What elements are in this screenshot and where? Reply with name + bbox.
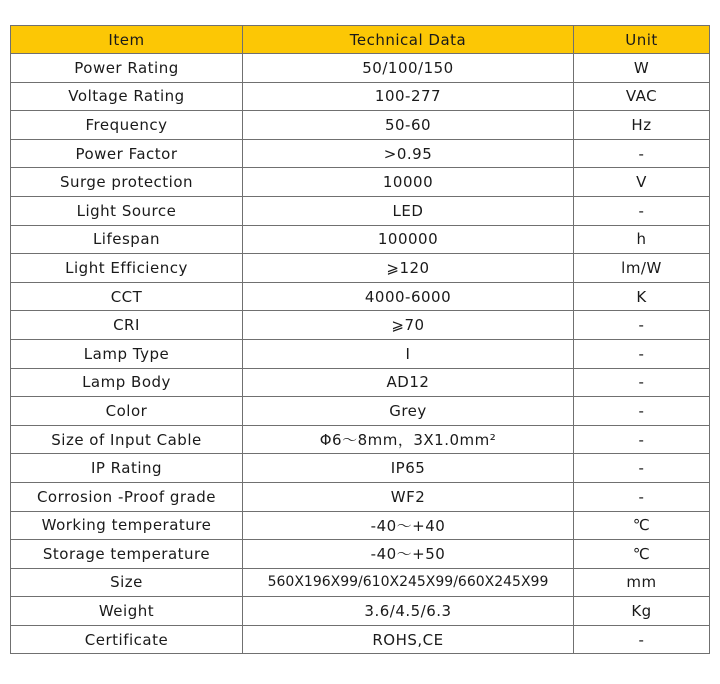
- table-row: [11, 282, 710, 311]
- cell-tech: AD12: [243, 368, 574, 397]
- table-row: [11, 540, 710, 569]
- cell-unit: ℃: [574, 511, 710, 540]
- cell-unit: VAC: [574, 82, 710, 111]
- cell-item: Certificate: [11, 625, 243, 654]
- cell-item: Lamp Body: [11, 368, 243, 397]
- cell-unit: V: [574, 168, 710, 197]
- table-row: [11, 597, 710, 626]
- table-row: [11, 196, 710, 225]
- cell-unit: -: [574, 425, 710, 454]
- cell-unit: ℃: [574, 540, 710, 569]
- table-row: [11, 311, 710, 340]
- cell-tech: -40～+40: [243, 511, 574, 540]
- cell-item: Color: [11, 397, 243, 426]
- cell-item: CCT: [11, 282, 243, 311]
- cell-unit: -: [574, 482, 710, 511]
- cell-item: Light Efficiency: [11, 254, 243, 283]
- cell-tech: ROHS,CE: [243, 625, 574, 654]
- cell-unit: mm: [574, 568, 710, 597]
- table-row: [11, 139, 710, 168]
- cell-tech: 50/100/150: [243, 54, 574, 83]
- cell-tech: >0.95: [243, 139, 574, 168]
- cell-tech: -40～+50: [243, 540, 574, 569]
- cell-unit: W: [574, 54, 710, 83]
- table-row: [11, 568, 710, 597]
- table-row: [11, 339, 710, 368]
- cell-item: Power Factor: [11, 139, 243, 168]
- table-row: [11, 425, 710, 454]
- cell-item: Lifespan: [11, 225, 243, 254]
- cell-unit: Hz: [574, 111, 710, 140]
- header-item: Item: [11, 26, 243, 54]
- table-row: [11, 397, 710, 426]
- cell-item: Surge protection: [11, 168, 243, 197]
- cell-tech: ⩾120: [243, 254, 574, 283]
- cell-item: Size of Input Cable: [11, 425, 243, 454]
- header-unit: Unit: [574, 26, 710, 54]
- table-row: [11, 482, 710, 511]
- table-row: [11, 511, 710, 540]
- cell-tech: Grey: [243, 397, 574, 426]
- cell-tech: ⩾70: [243, 311, 574, 340]
- cell-item: Storage temperature: [11, 540, 243, 569]
- cell-tech: 3.6/4.5/6.3: [243, 597, 574, 626]
- spec-table: [10, 25, 710, 654]
- cell-unit: h: [574, 225, 710, 254]
- cell-tech: I: [243, 339, 574, 368]
- cell-item: Weight: [11, 597, 243, 626]
- cell-item: Working temperature: [11, 511, 243, 540]
- cell-tech: 4000-6000: [243, 282, 574, 311]
- cell-tech: 50-60: [243, 111, 574, 140]
- cell-item: IP Rating: [11, 454, 243, 483]
- cell-unit: -: [574, 311, 710, 340]
- cell-item: CRI: [11, 311, 243, 340]
- cell-unit: lm/W: [574, 254, 710, 283]
- table-row: [11, 368, 710, 397]
- cell-unit: Kg: [574, 597, 710, 626]
- cell-unit: -: [574, 339, 710, 368]
- cell-unit: -: [574, 397, 710, 426]
- cell-unit: -: [574, 454, 710, 483]
- cell-unit: -: [574, 625, 710, 654]
- cell-item: Size: [11, 568, 243, 597]
- cell-item: Lamp Type: [11, 339, 243, 368]
- cell-tech: 560X196X99/610X245X99/660X245X99: [243, 568, 574, 597]
- cell-item: Frequency: [11, 111, 243, 140]
- table-row: [11, 454, 710, 483]
- table-row: [11, 625, 710, 654]
- cell-unit: -: [574, 196, 710, 225]
- spec-table-body: [11, 54, 710, 654]
- cell-item: Corrosion -Proof grade: [11, 482, 243, 511]
- cell-item: Light Source: [11, 196, 243, 225]
- table-row: [11, 254, 710, 283]
- cell-tech: LED: [243, 196, 574, 225]
- cell-unit: K: [574, 282, 710, 311]
- table-row: [11, 54, 710, 83]
- table-row: [11, 168, 710, 197]
- cell-tech: WF2: [243, 482, 574, 511]
- cell-unit: -: [574, 368, 710, 397]
- cell-tech: 100-277: [243, 82, 574, 111]
- header-technical-data: Technical Data: [243, 26, 574, 54]
- header-row: [11, 26, 710, 54]
- cell-tech: Φ6～8mm，3X1.0mm²: [243, 425, 574, 454]
- table-row: [11, 225, 710, 254]
- cell-unit: -: [574, 139, 710, 168]
- cell-tech: IP65: [243, 454, 574, 483]
- cell-item: Voltage Rating: [11, 82, 243, 111]
- table-row: [11, 111, 710, 140]
- cell-tech: 100000: [243, 225, 574, 254]
- cell-tech: 10000: [243, 168, 574, 197]
- table-row: [11, 82, 710, 111]
- cell-item: Power Rating: [11, 54, 243, 83]
